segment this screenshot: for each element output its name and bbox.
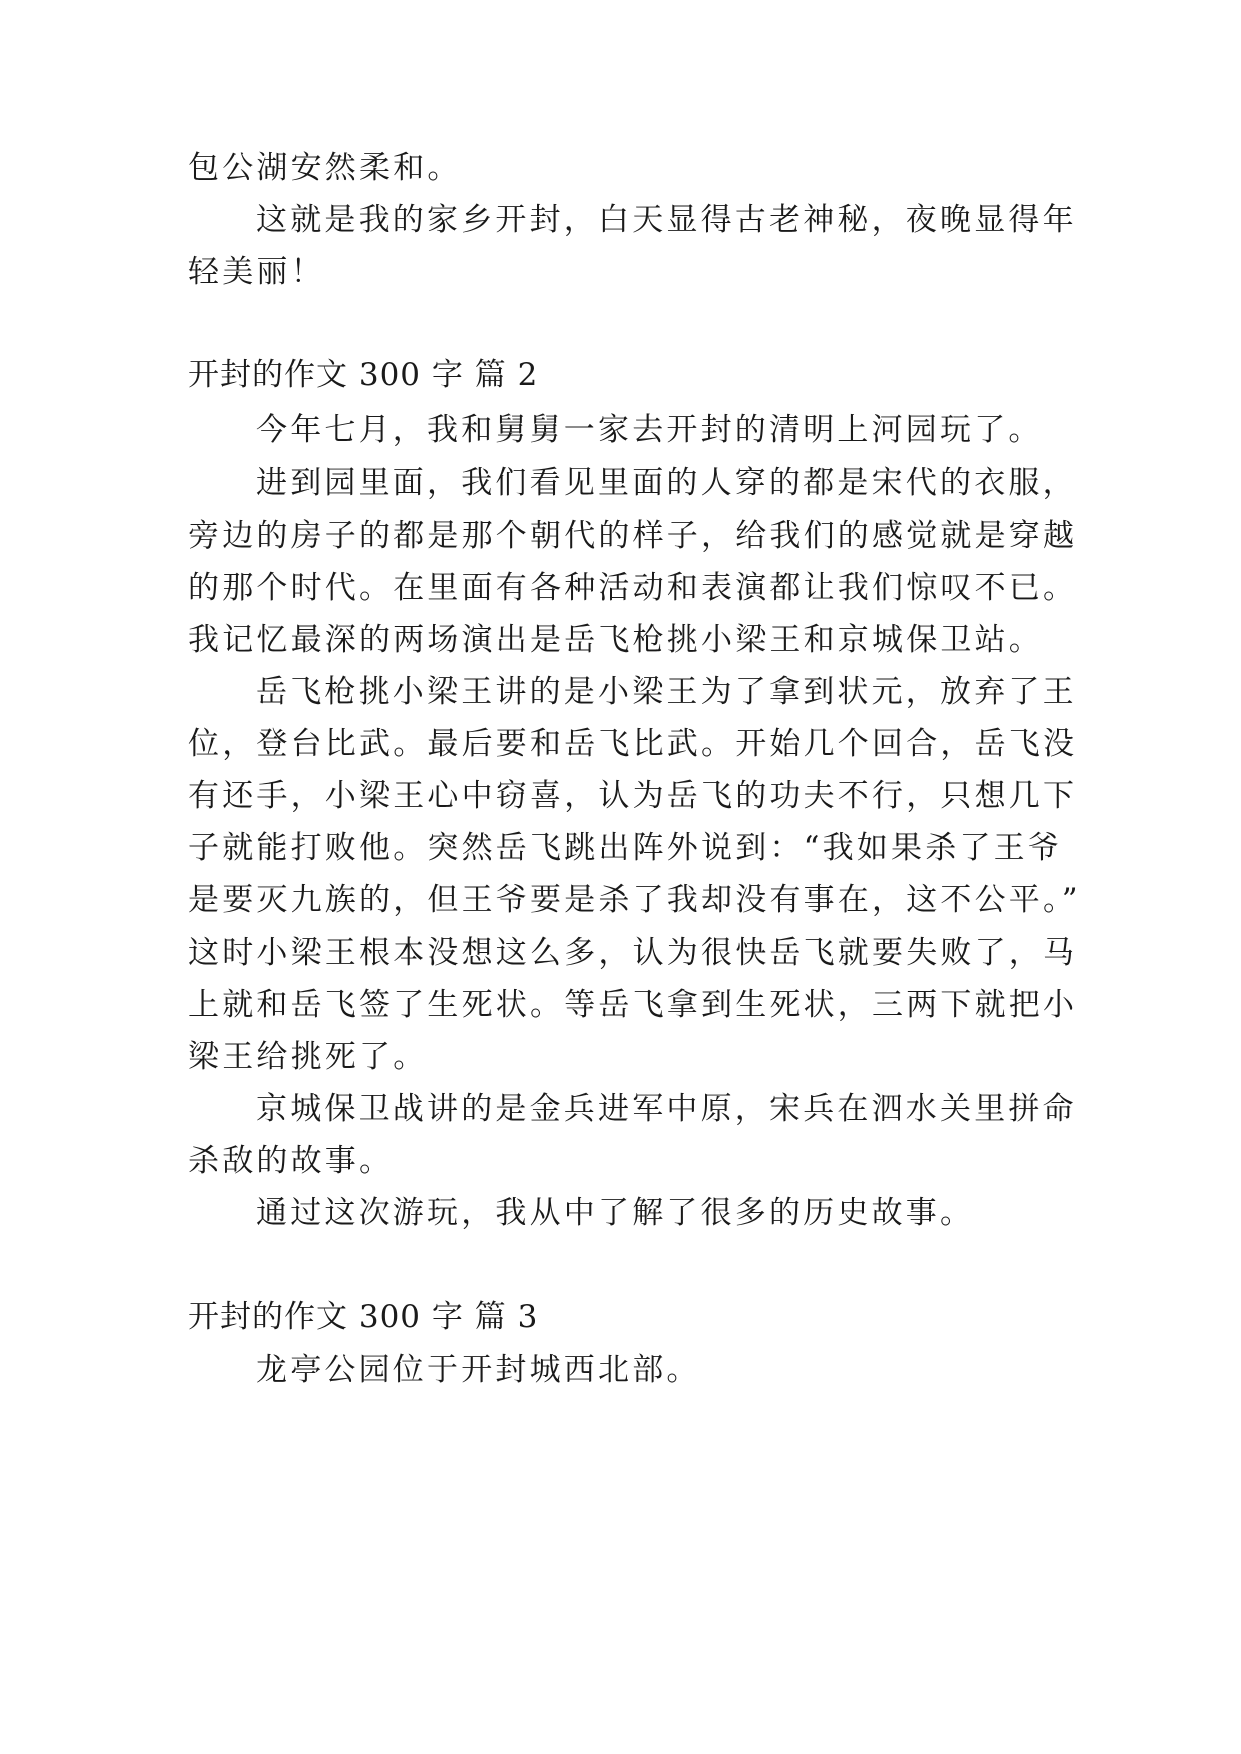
paragraph-line: 今年七月，我和舅舅一家去开封的清明上河园玩了。 <box>256 412 1043 448</box>
paragraph-line: 这就是我的家乡开封，白天显得古老神秘，夜晚显得年 <box>256 202 1077 238</box>
paragraph-line: 上就和岳飞签了生死状。等岳飞拿到生死状，三两下就把小 <box>188 987 1078 1023</box>
paragraph-line: 是要灭九族的，但王爷要是杀了我却没有事在，这不公平。” <box>188 882 1081 918</box>
paragraph-line: 我记忆最深的两场演出是岳飞枪挑小梁王和京城保卫站。 <box>188 622 1043 658</box>
paragraph-line: 子就能打败他。突然岳飞跳出阵外说到：“我如果杀了王爷 <box>188 830 1063 866</box>
paragraph-line: 通过这次游玩，我从中了解了很多的历史故事。 <box>256 1195 975 1231</box>
paragraph-line: 京城保卫战讲的是金兵进军中原，宋兵在泗水关里拼命 <box>256 1091 1077 1127</box>
paragraph-line: 的那个时代。在里面有各种活动和表演都让我们惊叹不已。 <box>188 570 1078 606</box>
paragraph-line: 包公湖安然柔和。 <box>188 150 462 186</box>
paragraph-line: 进到园里面，我们看见里面的人穿的都是宋代的衣服， <box>256 465 1077 501</box>
section-heading: 开封的作文 300 字 篇 2 <box>188 357 539 393</box>
paragraph-line: 有还手，小梁王心中窃喜，认为岳飞的功夫不行，只想几下 <box>188 778 1078 814</box>
paragraph-line: 这时小梁王根本没想这么多，认为很快岳飞就要失败了，马 <box>188 935 1078 971</box>
paragraph-line: 梁王给挑死了。 <box>188 1039 428 1075</box>
section-heading: 开封的作文 300 字 篇 3 <box>188 1299 539 1335</box>
paragraph-line: 轻美丽！ <box>188 254 325 290</box>
paragraph-line: 岳飞枪挑小梁王讲的是小梁王为了拿到状元，放弃了王 <box>256 674 1077 710</box>
paragraph-line: 杀敌的故事。 <box>188 1143 394 1179</box>
paragraph-line: 旁边的房子的都是那个朝代的样子，给我们的感觉就是穿越 <box>188 518 1078 554</box>
paragraph-line: 位，登台比武。最后要和岳飞比武。开始几个回合，岳飞没 <box>188 726 1078 762</box>
paragraph-line: 龙亭公园位于开封城西北部。 <box>256 1352 701 1388</box>
